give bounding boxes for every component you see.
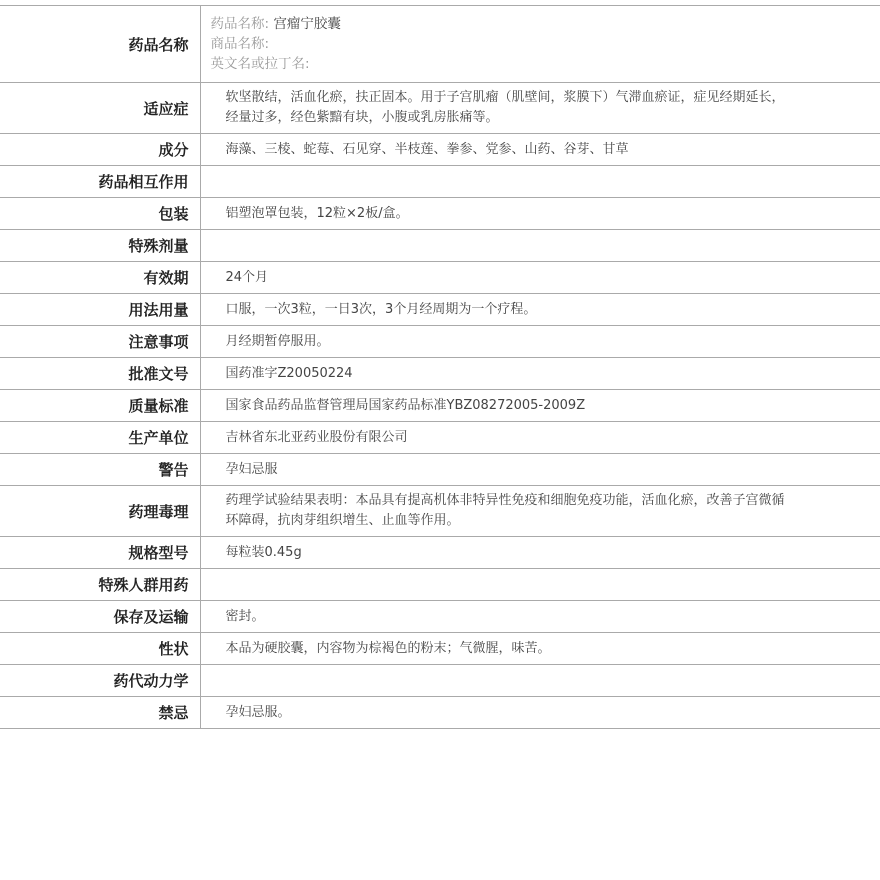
row-value: 月经期暂停服用。: [225, 333, 330, 349]
trade-name-line: [211, 34, 880, 54]
row-pharmacology: [0, 486, 880, 537]
row-label: 警告: [0, 454, 200, 486]
row-value: 国药准字Z20050224: [225, 365, 353, 381]
row-warning: [0, 454, 880, 486]
row-approval-number: [0, 358, 880, 390]
row-appearance: [0, 633, 880, 665]
row-shelf-life: [0, 262, 880, 294]
row-special-dose: [0, 230, 880, 262]
row-label: 包装: [0, 198, 200, 230]
row-label: 特殊人群用药: [0, 569, 200, 601]
row-value: 24个月: [225, 269, 269, 285]
row-value: [200, 569, 880, 601]
row-label: 适应症: [0, 83, 200, 134]
row-label: 药品名称: [0, 6, 200, 83]
row-special-populations: [0, 569, 880, 601]
row-label: 药代动力学: [0, 665, 200, 697]
row-ingredients: [0, 134, 880, 166]
generic-name-key: 药品名称:: [210, 16, 270, 32]
row-label: 生产单位: [0, 422, 200, 454]
row-value: 本品为硬胶囊，内容物为棕褐色的粉末；气微腥，味苦。: [225, 640, 551, 656]
trade-name-key: 商品名称:: [210, 36, 270, 52]
row-label: 用法用量: [0, 294, 200, 326]
row-label: 规格型号: [0, 537, 200, 569]
row-precautions: [0, 326, 880, 358]
row-label: 性状: [0, 633, 200, 665]
row-label: 特殊剂量: [0, 230, 200, 262]
row-value: 孕妇忌服。: [225, 704, 291, 720]
row-value: [200, 665, 880, 697]
row-value: 每粒装0.45g: [225, 544, 302, 560]
row-value: 吉林省东北亚药业股份有限公司: [225, 429, 408, 445]
row-interactions: [0, 166, 880, 198]
row-label: 注意事项: [0, 326, 200, 358]
row-label: 药品相互作用: [0, 166, 200, 198]
row-manufacturer: [0, 422, 880, 454]
row-value: 软坚散结，活血化瘀，扶正固本。用于子宫肌瘤（肌壁间，浆膜下）气滞血瘀证，症见经期延长，经量过多，经色紫黯有块，小腹或乳房胀痛等。: [225, 90, 785, 125]
row-packaging: [0, 198, 880, 230]
english-name-key: 英文名或拉丁名:: [210, 56, 310, 72]
row-pharmacokinetics: [0, 665, 880, 697]
drug-info-table: [0, 5, 880, 729]
row-dosage: [0, 294, 880, 326]
row-value: [200, 230, 880, 262]
row-storage: [0, 601, 880, 633]
row-label: 药理毒理: [0, 486, 200, 537]
row-indications: [0, 83, 880, 134]
row-specification: [0, 537, 880, 569]
row-value: 孕妇忌服: [225, 461, 278, 477]
row-contraindications: [0, 697, 880, 729]
row-value: 口服，一次3粒，一日3次，3个月经周期为一个疗程。: [225, 301, 537, 317]
row-label: 有效期: [0, 262, 200, 294]
drug-name-values: [200, 6, 880, 83]
row-value: 药理学试验结果表明：本品具有提高机体非特异性免疫和细胞免疫功能，活血化瘀，改善子宫微循环障碍，抗肉芽组织增生、止血等作用。: [225, 493, 785, 528]
row-value: 国家食品药品监督管理局国家药品标准YBZ08272005-2009Z: [225, 397, 586, 413]
row-label: 成分: [0, 134, 200, 166]
row-quality-standard: [0, 390, 880, 422]
row-label: 保存及运输: [0, 601, 200, 633]
generic-name-line: [211, 14, 880, 34]
english-name-line: [211, 54, 880, 74]
row-drug-name: [0, 6, 880, 83]
row-label: 批准文号: [0, 358, 200, 390]
row-value: 海藻、三棱、蛇莓、石见穿、半枝莲、拳参、党参、山药、谷芽、甘草: [225, 141, 629, 157]
row-label: 禁忌: [0, 697, 200, 729]
row-value: 铝塑泡罩包装，12粒×2板/盒。: [225, 205, 409, 221]
row-value: [200, 166, 880, 198]
row-label: 质量标准: [0, 390, 200, 422]
row-value: 密封。: [225, 608, 265, 624]
generic-name-value: 宫瘤宁胶囊: [273, 16, 341, 32]
